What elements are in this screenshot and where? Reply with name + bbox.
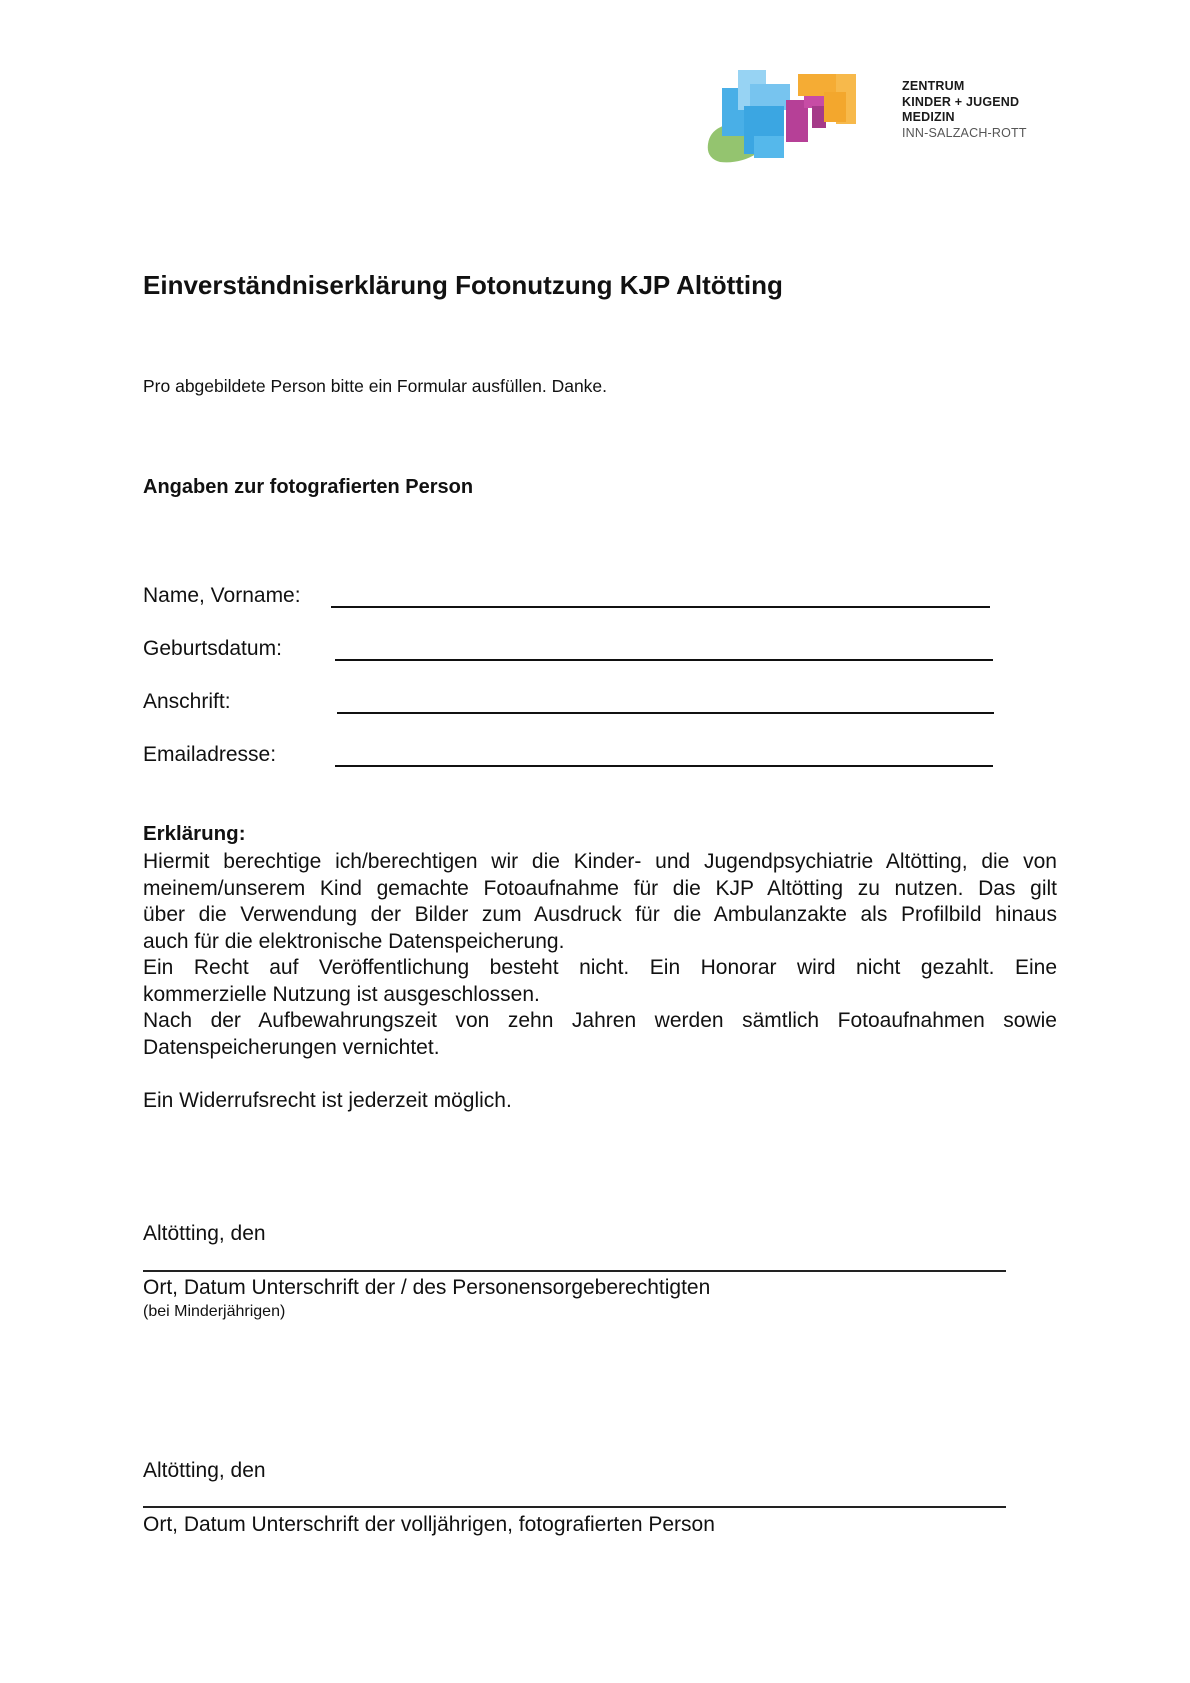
signature-line-adult[interactable] [143,1506,1006,1508]
logo-line-1: ZENTRUM [902,79,965,93]
signature-caption-guardian: Ort, Datum Unterschrift der / des Personensorgeberechtigten [143,1276,711,1299]
signature-place-guardian: Altötting, den [143,1222,266,1245]
declaration-line: Hiermit berechtige ich/berechtigen wir die Kinder- und Jugendpsychiatrie Altötting, die von [143,850,1057,873]
logo-line-2: KINDER + JUGEND [902,94,1020,109]
intro-text: Pro abgebildete Person bitte ein Formular ausfüllen. Danke. [143,376,608,396]
field-label-name: Name, Vorname: [143,584,301,607]
name-field[interactable] [331,606,990,608]
declaration-line: kommerzielle Nutzung ist ausgeschlossen. [143,983,540,1006]
field-label-email: Emailadresse: [143,743,277,766]
declaration-line: Ein Recht auf Veröffentlichung besteht nicht. Ein Honorar wird nicht gezahlt. Eine [143,956,1057,979]
logo-text [902,79,1027,141]
revocation-text: Ein Widerrufsrecht ist jederzeit möglich. [143,1089,512,1112]
signature-place-adult: Altötting, den [143,1459,266,1482]
logo-line-3: MEDIZIN [902,110,955,124]
section-heading-person: Angaben zur fotografierten Person [143,476,474,498]
declaration-line: auch für die elektronische Datenspeicherung. [143,930,565,953]
signature-note-minors: (bei Minderjährigen) [143,1303,286,1320]
declaration-line: meinem/unserem Kind gemachte Fotoaufnahme für die KJP Altötting zu nutzen. Das gilt [143,877,1057,900]
birthdate-field[interactable] [335,659,993,661]
declaration-line: Nach der Aufbewahrungszeit von zehn Jahren werden sämtlich Fotoaufnahmen sowie [143,1009,1057,1032]
declaration-line: über die Verwendung der Bilder zum Ausdruck für die Ambulanzakte als Profilbild hinaus [143,903,1057,926]
declaration-heading: Erklärung: [143,822,246,845]
field-label-birthdate: Geburtsdatum: [143,637,282,660]
signature-line-guardian[interactable] [143,1270,1006,1272]
signature-caption-adult: Ort, Datum Unterschrift der volljährigen, fotografierten Person [143,1513,715,1536]
logo-line-4: INN-SALZACH-ROTT [902,125,1027,140]
declaration-line: Datenspeicherungen vernichtet. [143,1036,440,1059]
address-field[interactable] [337,712,994,714]
email-field[interactable] [335,765,993,767]
logo-graphic [700,66,890,171]
page-title: Einverständniserklärung Fotonutzung KJP Altötting [143,270,783,300]
field-label-address: Anschrift: [143,690,231,713]
